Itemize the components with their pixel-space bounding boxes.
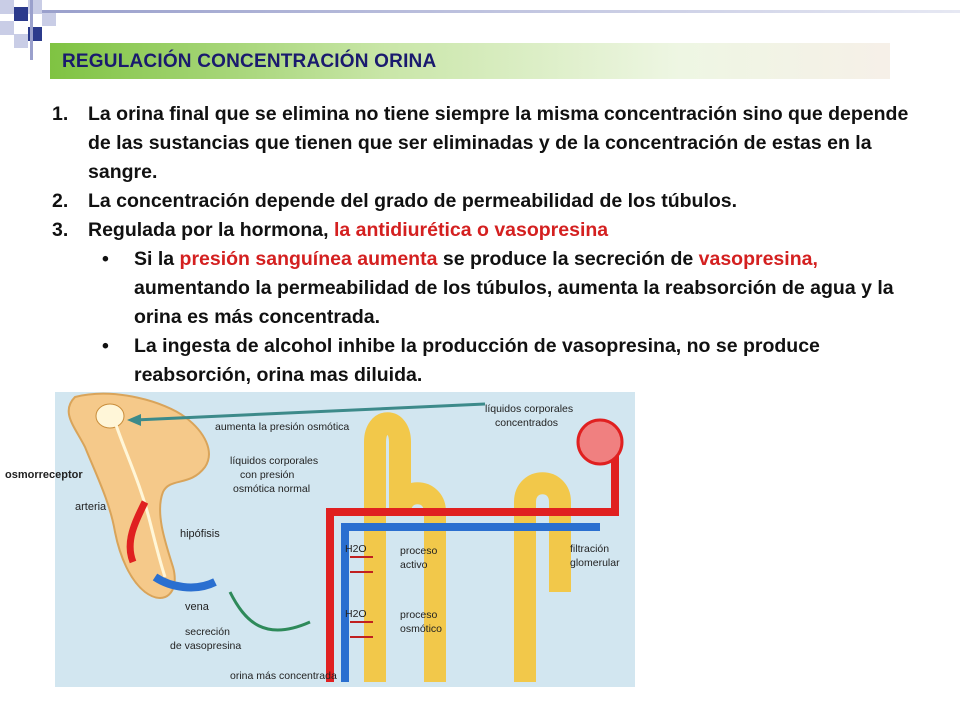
decor-line [42,10,960,13]
highlight-hormone: la antidiurética o vasopresina [333,219,609,241]
bullet-mark: • [102,248,109,270]
bullet-text [134,245,922,332]
list-item [52,216,922,245]
highlight-vasopressin: vasopresina, [698,248,818,270]
label-vena: vena [185,601,209,613]
label-hipofisis: hipófisis [180,528,220,540]
label-filtracion-1: filtración [570,543,610,555]
decor-square-6 [14,34,28,48]
label-liq-conc-2: concentrados [495,417,559,429]
osmoreceptor-cell [96,404,124,428]
content-list [52,100,922,390]
list-text: La concentración depende del grado de permeabilidad de los túbulos. [88,190,738,212]
glomerulus [578,420,622,464]
list-item [52,187,922,216]
bullet-mark: • [102,335,109,357]
decor-square-2 [14,7,28,21]
kidney-regulation-diagram [5,392,635,687]
label-liq-conc-1: líquidos corporales [485,403,574,415]
list-number: 1. [52,103,69,125]
highlight-pressure: presión sanguínea aumenta [179,248,438,270]
decor-square-1 [0,0,14,14]
label-h2o-1: H2O [345,543,367,555]
label-proceso-osm-2: osmótico [400,623,443,635]
label-liq-norm-3: osmótica normal [233,483,311,495]
list-item [52,100,922,187]
bullet-item [52,245,922,332]
bullet-text: La ingesta de alcohol inhibe la producción de vasopresina, no se produce reabsorción, orina mas diluida. [134,335,820,386]
label-liq-norm-2: con presión [240,469,295,481]
decor-square-5 [42,12,56,26]
bullet-item [52,332,922,390]
list-number: 3. [52,219,69,241]
decor-square-4 [0,21,14,35]
label-osmoreceptor: osmorreceptor [5,469,83,481]
bullet-text-plain: Si la [134,248,180,270]
label-liq-norm-1: líquidos corporales [230,455,319,467]
label-arteria: arteria [75,501,107,513]
page-title: REGULACIÓN CONCENTRACIÓN ORINA [62,51,437,72]
label-secrecion-2: de vasopresina [170,640,242,652]
list-number: 2. [52,190,69,212]
bullet-text-plain: aumentando la permeabilidad de los túbulos, aumenta la reabsorción de agua y la orina es más concentrada. [134,277,894,328]
label-proceso-osm-1: proceso [400,609,438,621]
label-aumenta: aumenta la presión osmótica [215,421,350,433]
list-text-plain: Regulada por la hormona, [88,219,334,241]
list-text: La orina final que se elimina no tiene siempre la misma concentración sino que depende de las sustancias que tienen que ser eliminadas y de la concentración de estas en la sangre. [88,103,909,183]
decor-vline [30,0,33,60]
bullet-text-plain: se produce la secreción de [437,248,699,270]
label-proceso-activo-2: activo [400,559,428,571]
title-bar [50,43,890,79]
label-proceso-activo-1: proceso [400,545,438,557]
label-filtracion-2: glomerular [570,557,620,569]
list-text [88,216,922,245]
label-secrecion-1: secreción [185,626,230,638]
label-h2o-2: H2O [345,608,367,620]
label-orina: orina más concentrada [230,670,337,682]
